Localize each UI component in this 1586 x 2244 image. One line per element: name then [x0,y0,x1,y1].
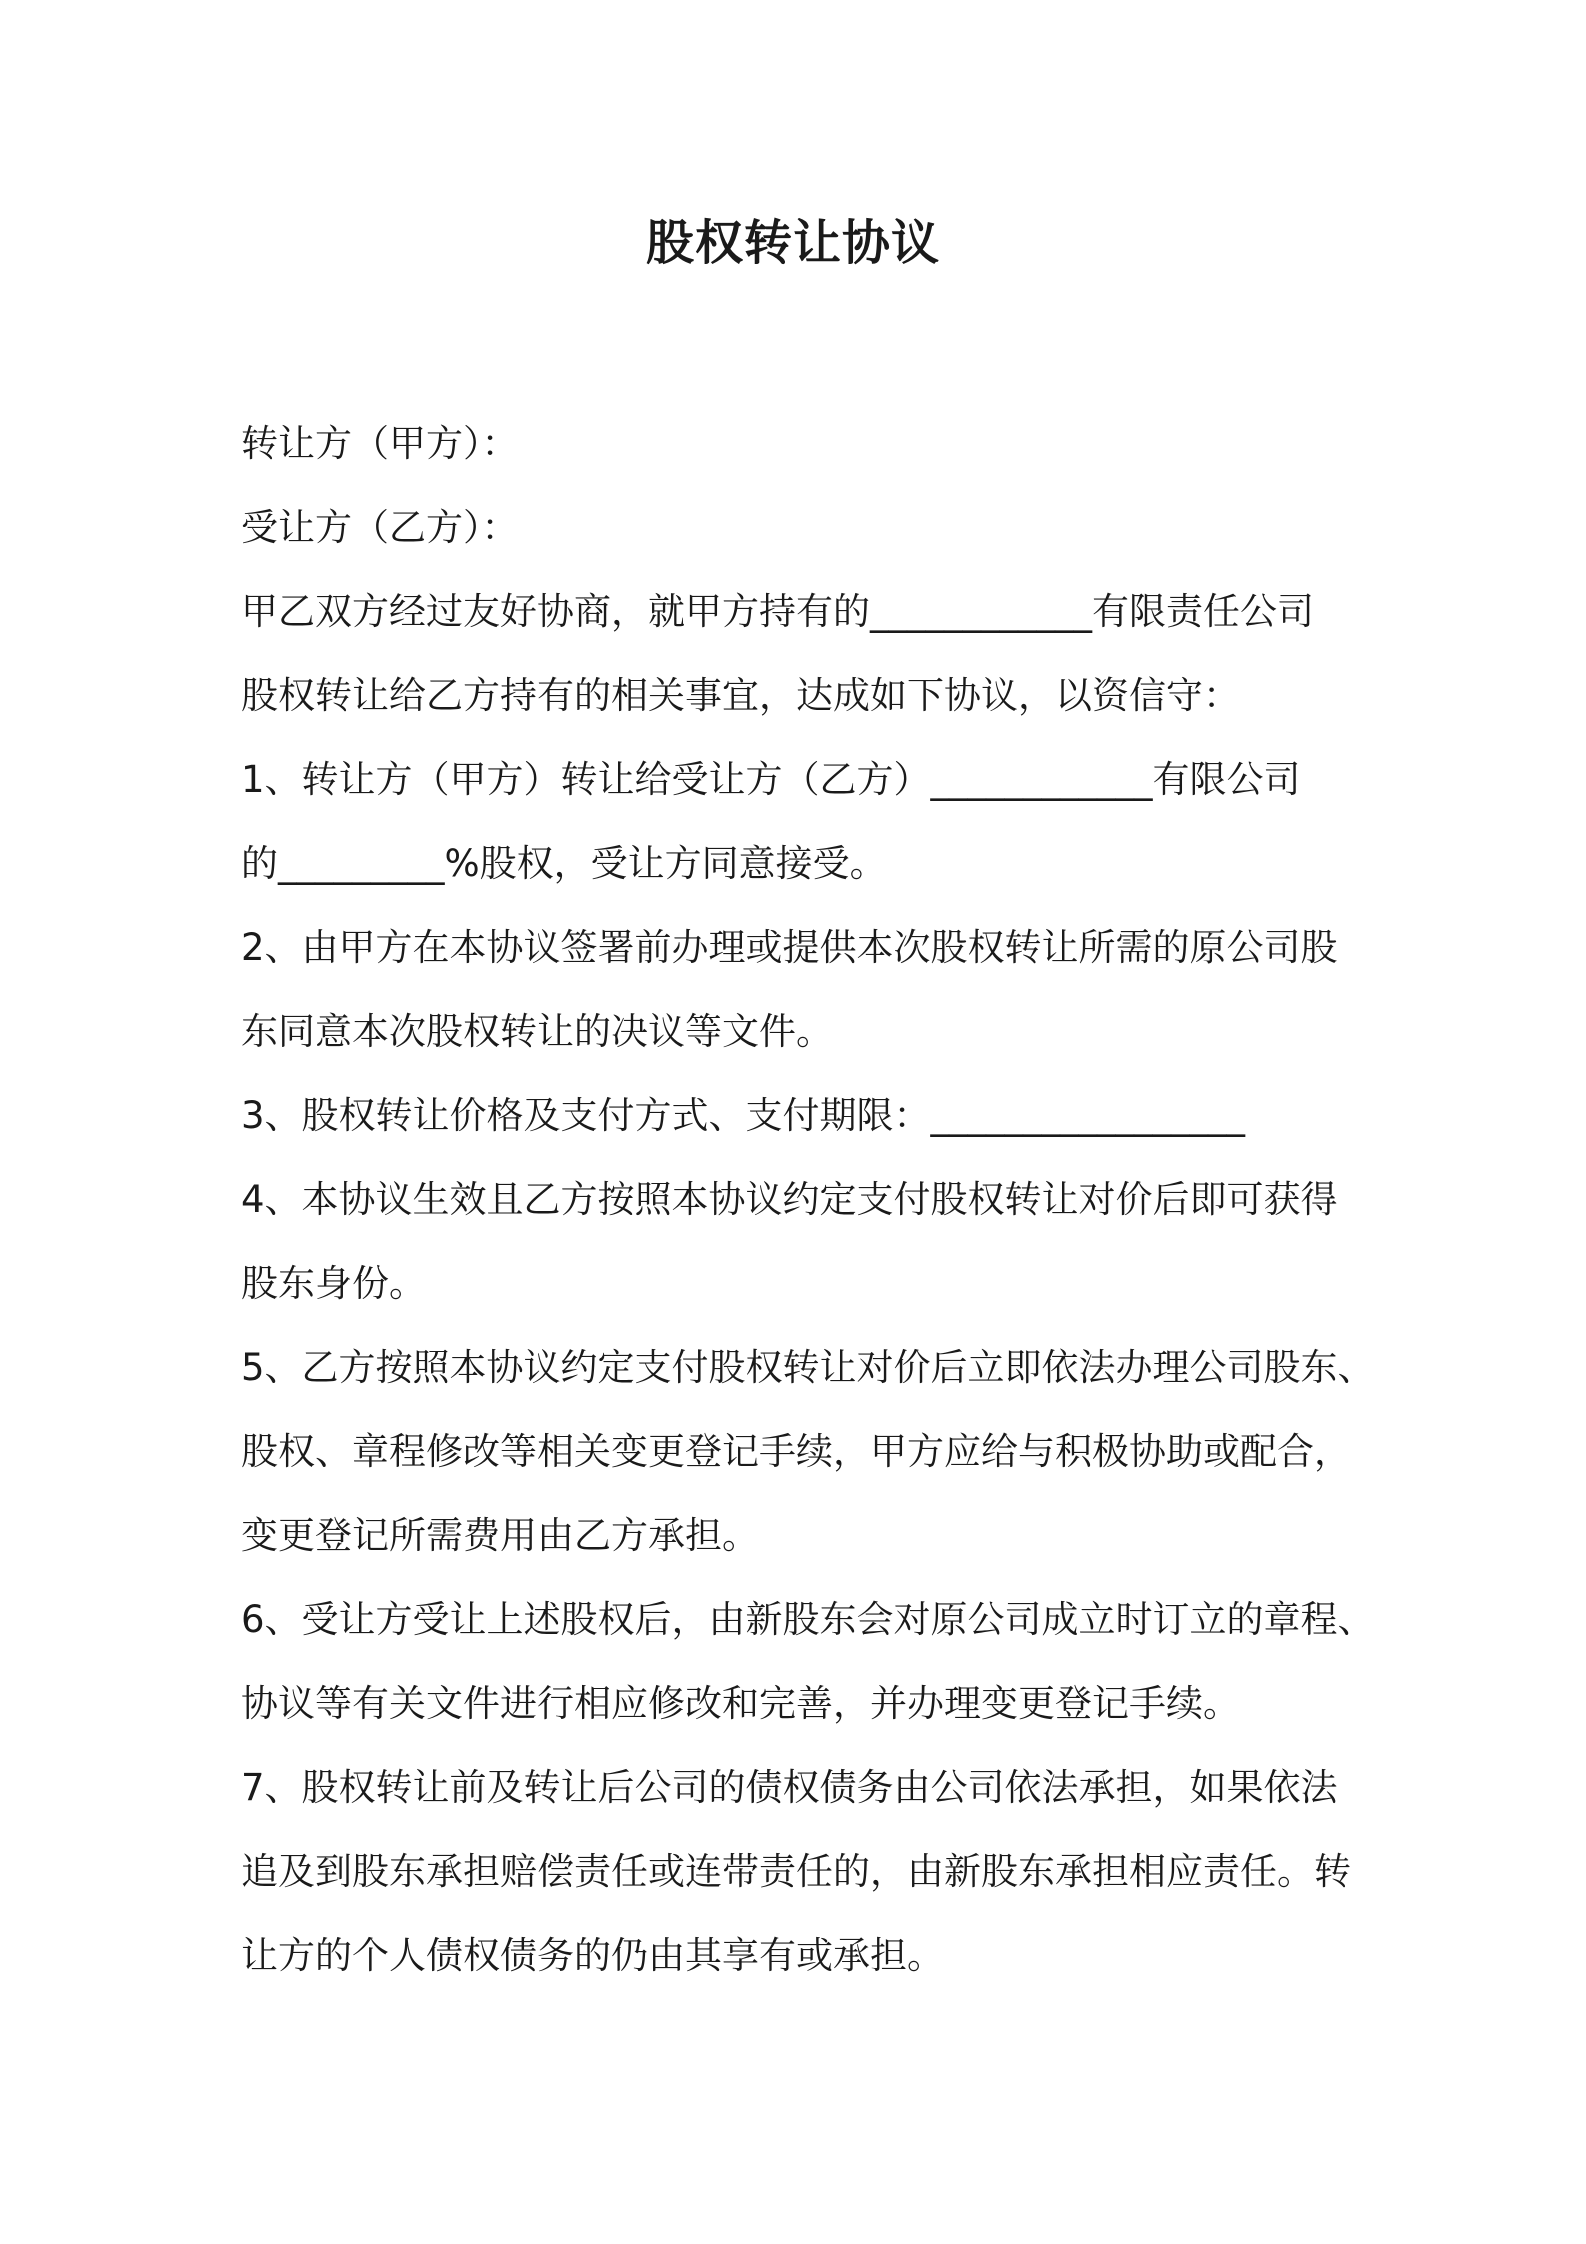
clause-1 [241,738,1361,906]
clause-line: 7、股权转让前及转让后公司的债权债务由公司依法承担，如果依法 [241,1766,1338,1809]
preamble-line: 甲乙双方经过友好协商，就甲方持有的____________有限责任公司 [241,590,1314,633]
preamble [241,570,1361,738]
clause-2 [241,906,1361,1074]
clause-7 [241,1746,1361,1998]
clause-6 [241,1578,1375,1746]
clause-line: 追及到股东承担赔偿责任或连带责任的，由新股东承担相应责任。转 [241,1850,1351,1893]
clause-line: 股东身份。 [241,1262,426,1305]
clause-line: 4、本协议生效且乙方按照本协议约定支付股权转让对价后即可获得 [241,1178,1338,1221]
clause-line: 让方的个人债权债务的仍由其享有或承担。 [241,1934,944,1977]
clause-line: 2、由甲方在本协议签署前办理或提供本次股权转让所需的原公司股 [241,926,1338,969]
document-title: 股权转让协议 [645,215,940,271]
clause-4 [241,1158,1361,1326]
clause-3 [241,1074,1361,1158]
clause-line: 协议等有关文件进行相应修改和完善，并办理变更登记手续。 [241,1682,1240,1725]
clause-line: 5、乙方按照本协议约定支付股权转让对价后立即依法办理公司股东、 [241,1346,1375,1389]
transferee-line: 受让方（乙方）： [241,506,519,549]
clause-line: 1、转让方（甲方）转让给受让方（乙方）____________有限公司 [241,758,1301,801]
clause-line: 东同意本次股权转让的决议等文件。 [241,1010,833,1053]
clause-line: 的_________%股权，受让方同意接受。 [241,842,887,885]
clause-line: 股权、章程修改等相关变更登记手续，甲方应给与积极协助或配合， [241,1430,1351,1473]
clause-line: 6、受让方受让上述股权后，由新股东会对原公司成立时订立的章程、 [241,1598,1375,1641]
clause-line: 3、股权转让价格及支付方式、支付期限：_________________ [241,1094,1246,1137]
clause-line: 变更登记所需费用由乙方承担。 [241,1514,759,1557]
preamble-line: 股权转让给乙方持有的相关事宜，达成如下协议，以资信守： [241,674,1240,717]
clause-5 [241,1326,1375,1578]
document-body [241,402,1375,1998]
transferor-line: 转让方（甲方）： [241,422,519,465]
